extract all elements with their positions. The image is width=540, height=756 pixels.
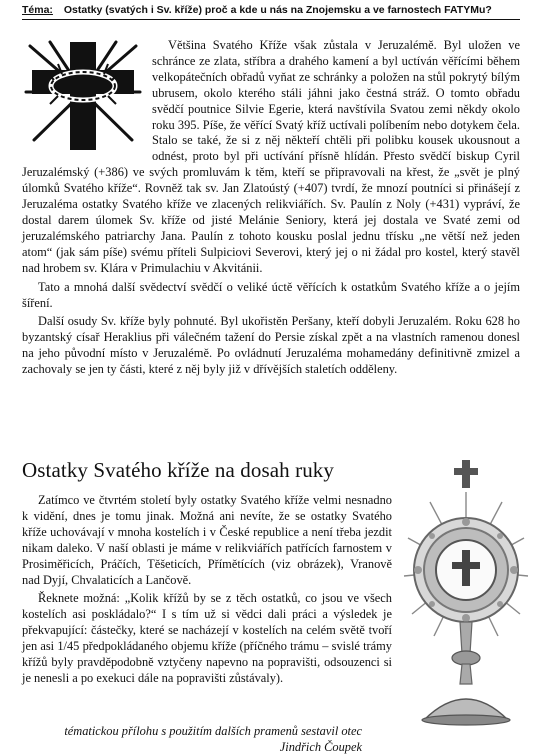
signature-author: Jindřich Čoupek <box>279 739 362 754</box>
section-heading: Ostatky Svatého kříže na dosah ruky <box>22 458 335 482</box>
signature-line-1: tématickou přílohu s použitím dalších pramenů sestavil otec <box>64 724 362 738</box>
page-header <box>22 4 520 20</box>
reliquary-image <box>400 458 532 726</box>
intro-block <box>22 38 520 378</box>
section-paragraph-1: Zatímco ve čtvrtém století byly ostatky Svatého kříže velmi nesnadno k vidění, dnes je tomu jinak. Možná ani nevíte, že se ostatky Svatého kříže uchovávají v mnoha kostelích i v České republice a není třeba jezdit nikam daleko. V naší oblasti je máme v relikviářích patřících farnostem v Prosiměřicích, Práčích, Těšeticích, Přímětících (viz obrázek), Vranově nad Dyjí, Chvalaticích a Lančově. <box>22 493 392 587</box>
intro-paragraph-3: Další osudy Sv. kříže byly pohnuté. Byl ukořistěn Peršany, kteří dobyli Jeruzalém. Roku 628 ho byzantský císař Heraklius při válečném tažení do Persie získal zpět a na vlastních ramenou donesl na jeho původní místo v Jeruzalémě. Po ovládnutí Jeruzaléma mohamedány definitivně zmizel a zachovaly se jen ty části, které z něj byly již v dřívějších staletích odděleny. <box>22 314 520 377</box>
crown-of-thorns-cross-icon <box>22 40 144 152</box>
intro-paragraph-2: Tato a mnohá další svědectví svědčí o veliké úctě věřících k ostatkům Svatého kříže a o jejím šíření. <box>22 279 520 310</box>
theme-title: Ostatky (svatých i Sv. kříže) proč a kde u nás na Znojemsku a ve farnostech FATYMu? <box>63 4 492 16</box>
signature <box>64 724 362 756</box>
section-text-column <box>22 493 392 687</box>
intro-paragraph-1: Většina Svatého Kříže však zůstala v Jeruzalémě. Byl uložen ve schránce ze zlata, stříbra a drahého kamení a byl uctíván věřícími během velkopátečních obřadů vyňat ze schránky a položen na stůl pokrytý bílým ubrusem, okolo kterého stáli jáhni jako čestná stráž. O tomto obřadu svědčí poutnice Silvie Egerie, která navštívila Svatou zemi někdy okolo roku 395. Píše, že věřící Svatý kříž uctívali políbením nebo dotykem čela. Stalo se také, že si z něj někteří chtěli při polibku kousek ukousnout a odnést, proto byl při uctívání přísně hlídán. Přesto svědčí biskup Cyril Jeruzalémský (+386) ve svých promluvám k těm, kteří se připravovali na křest, že „svět je plný úlomků Svatého kříže“. Rovněž tak sv. Jan Zlatoústý (+407) tvrdí, že mnozí poutníci si přinášejí z Jeruzaléma ostatky Svatého kříže ve zlacených relikviářích. Sv. Paulín z Noly (+431) vypráví, že dostal darem úlomek Sv. kříže od jisté Melánie Seniory, která jej dostala ve Svaté zemi od jeruzalémského patriarchy Jana. Paulín z tohoto kousku poslal jednu třísku „ne větší než jeden atom“ (jak sám píše) svému příteli Sulpiciovi Severovi, který jej o ni žádal pro kostel, který stavěl nad hrobem sv. Klára v Primulachiu v Akvitánii. <box>22 38 520 275</box>
section-paragraph-2: Řeknete možná: „Kolik křížů by se z těch ostatků, co jsou ve všech kostelích asi poskládalo?“ I s tím už si vědci dali práci a výsledek je překvapující: částečky, které se nacházejí v kostelích na celém světě tvoří jen asi 1/45 předpokládaného objemu kříže (příčného trámu – svislé trámy křížů byly pravděpodobně vztyčeny napevno na popravišti, odsouzenci si je nenesli a po exekuci dále na popravišti zůstávaly). <box>22 591 392 685</box>
theme-label: Téma: <box>22 4 53 16</box>
